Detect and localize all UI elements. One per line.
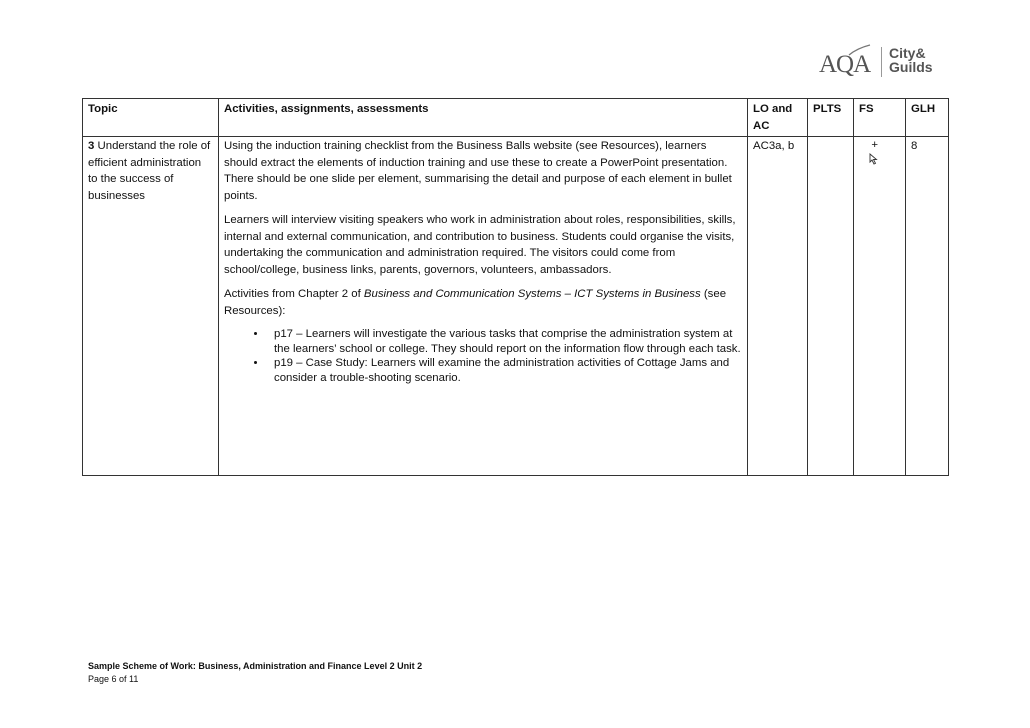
footer-title: Sample Scheme of Work: Business, Administration and Finance Level 2 Unit 2 [88, 661, 423, 671]
logo-divider [881, 47, 882, 77]
page-footer [88, 660, 422, 686]
para3-suffix: (see Resources): [224, 288, 727, 317]
lo-ac-cell: AC3a, b [748, 137, 808, 476]
fs-cell [854, 137, 906, 476]
activity-paragraph-2: Learners will interview visiting speakers who work in administration about roles, responsibilities, skills, internal and external communication, and contribution to business. Students could organise the visits, undertaking the communication and administration required. The visitors could come from school/college, business links, parents, governors, volunteers, ambassadors. [224, 214, 736, 276]
activity-bullet-list [224, 327, 742, 385]
plts-cell [808, 137, 854, 476]
topic-cell [83, 137, 219, 476]
header-topic: Topic [83, 99, 219, 137]
header-logos [817, 44, 942, 80]
header-plts: PLTS [808, 99, 854, 137]
header-lo-ac: LO and AC [748, 99, 808, 137]
topic-text: Understand the role of efficient administration to the success of businesses [88, 140, 211, 202]
book-title: Business and Communication Systems – ICT Systems in Business [363, 288, 701, 300]
header-fs: FS [854, 99, 906, 137]
activity-paragraph-3 [224, 286, 742, 319]
para3-prefix: Activities from Chapter 2 of [224, 288, 364, 300]
header-activities: Activities, assignments, assessments [219, 99, 748, 137]
topic-number: 3 [88, 140, 95, 152]
list-item: • p19 – Case Study: Learners will examine the administration activities of Cottage Jams and consider a trouble-shooting scenario. [267, 356, 742, 385]
table-header-row [83, 99, 949, 137]
footer-page-number: Page 6 of 11 [88, 674, 139, 684]
mouse-pointer-icon [859, 153, 900, 170]
city-guilds-logo [889, 46, 933, 74]
scheme-of-work-table [82, 98, 949, 476]
activity-paragraph-1: Using the induction training checklist from the Business Balls website (see Resources), learners should extract the elements of induction training and use these to create a PowerPoint presentation. There should be one slide per element, summarising the detail and purpose of each element in bullet points. [224, 140, 732, 202]
fs-plus: + [871, 139, 878, 151]
activities-cell [219, 137, 748, 476]
city-guilds-line2: Guilds [889, 59, 933, 75]
list-item: • p17 – Learners will investigate the various tasks that comprise the administration system at the learners’ school or college. They should report on the information flow through each task. [267, 327, 742, 356]
table-row [83, 137, 949, 476]
aqa-logo: AQA [819, 51, 871, 78]
city-guilds-line1: City& [889, 45, 926, 61]
header-glh: GLH [906, 99, 949, 137]
glh-cell: 8 [906, 137, 949, 476]
